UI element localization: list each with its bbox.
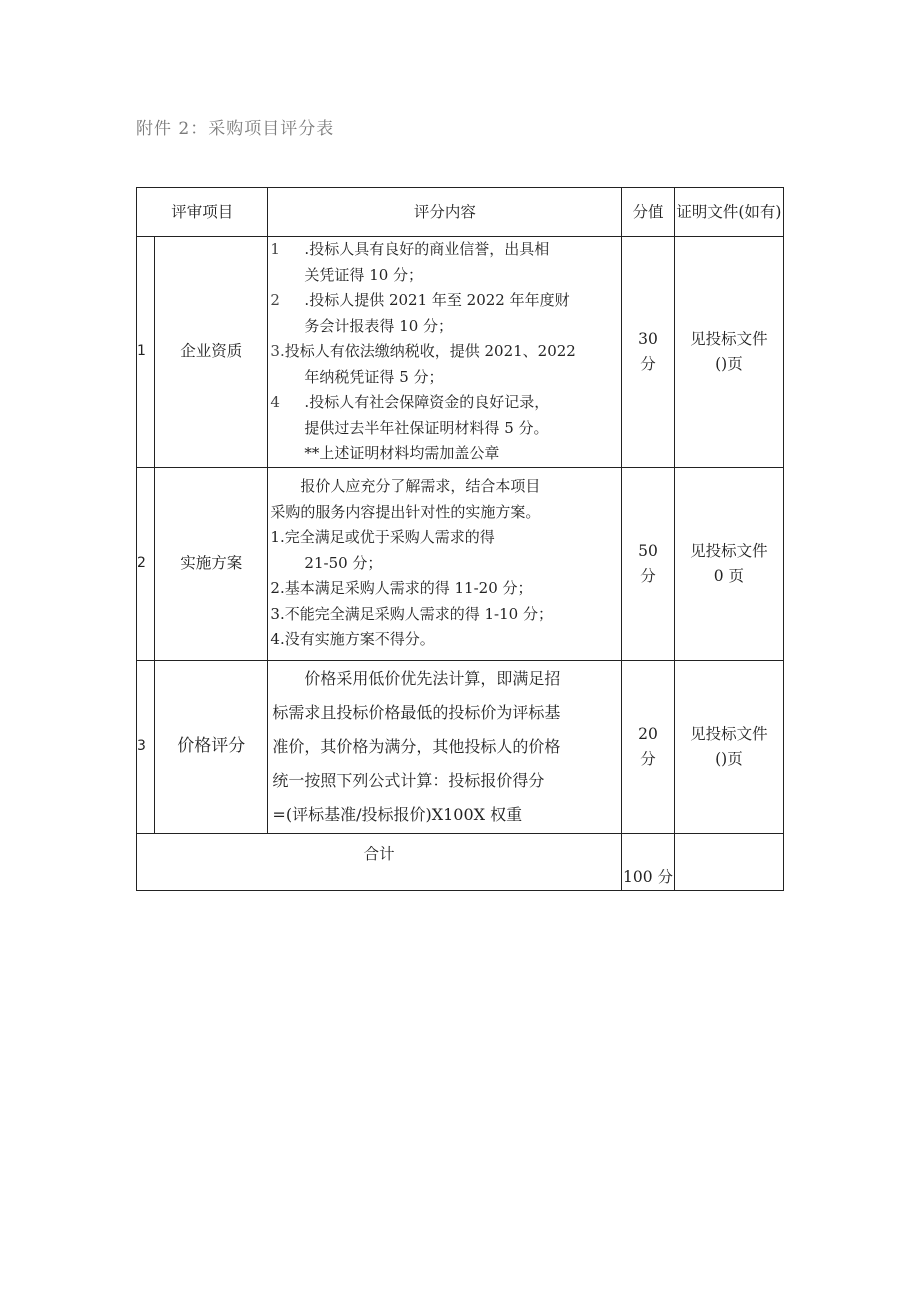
score-unit: 分 [640, 749, 656, 768]
intro-text: 报价人应充分了解需求，结合本项目 [300, 477, 541, 496]
row-content [268, 237, 622, 468]
item-text-cont: 21-50 分； [304, 553, 383, 572]
proof-text: 见投标文件 [690, 724, 768, 743]
row-content [268, 660, 622, 833]
row-number: 1 [137, 237, 155, 468]
list-item [270, 288, 619, 314]
document-title: 附件 2：采购项目评分表 [136, 119, 335, 139]
row-proof [674, 237, 783, 468]
item-text: .投标人具有良好的商业信誉，出具相 [304, 240, 550, 258]
content-line: 标需求且投标价格最低的投标价为评标基 [272, 702, 561, 722]
list-item: 3.不能完全满足采购人需求的得 1-10 分； [270, 604, 553, 623]
total-proof [674, 833, 783, 890]
header-score: 分值 [622, 188, 675, 237]
table-header-row [137, 188, 784, 237]
row-content [268, 467, 622, 660]
note-text: **上述证明材料均需加盖公章 [304, 444, 500, 462]
list-item: 2.基本满足采购人需求的得 11-20 分； [270, 579, 533, 598]
score-value: 50 [638, 541, 658, 560]
item-text: .投标人有社会保障资金的良好记录， [304, 393, 550, 411]
proof-text: 见投标文件 [690, 329, 768, 348]
list-item [270, 339, 619, 365]
item-text: 投标人有依法缴纳税收，提供 2021、2022 [284, 342, 576, 360]
row-number: 3 [137, 660, 155, 833]
item-text-cont: 提供过去半年社保证明材料得 5 分。 [304, 418, 549, 437]
item-number: 3. [270, 342, 285, 360]
item-number: 1 [270, 240, 280, 258]
row-item-name: 价格评分 [155, 660, 268, 833]
header-proof: 证明文件(如有) [674, 188, 783, 237]
header-item: 评审项目 [137, 188, 268, 237]
row-proof [674, 467, 783, 660]
row-item-name: 企业资质 [155, 237, 268, 468]
score-value: 20 [638, 724, 658, 743]
scoring-table [136, 187, 784, 891]
total-row [137, 833, 784, 890]
row-score [622, 237, 675, 468]
total-label: 合计 [137, 833, 622, 890]
proof-page: ()页 [715, 354, 743, 373]
list-item: 1.完全满足或优于采购人需求的得 [270, 528, 495, 547]
intro-text-cont: 采购的服务内容提出针对性的实施方案。 [270, 502, 541, 521]
content-line: 统一按照下列公式计算：投标报价得分 [272, 770, 545, 790]
proof-page: 0 页 [713, 566, 745, 585]
list-item [270, 390, 619, 416]
list-item [270, 237, 619, 263]
content-line: 准价，其价格为满分，其他投标人的价格 [272, 736, 561, 756]
item-number: 4 [270, 393, 280, 411]
content-line: =(评标基准/投标报价)X100X 权重 [272, 804, 523, 824]
item-text-cont: 年纳税凭证得 5 分； [304, 367, 444, 386]
header-content: 评分内容 [268, 188, 622, 237]
row-score [622, 467, 675, 660]
row-number: 2 [137, 467, 155, 660]
list-item: 4.没有实施方案不得分。 [270, 630, 435, 649]
row-proof [674, 660, 783, 833]
proof-text: 见投标文件 [690, 541, 768, 560]
item-text-cont: 关凭证得 10 分； [304, 265, 424, 284]
score-value: 30 [638, 329, 658, 348]
item-number: 2 [270, 291, 280, 309]
item-text-cont: 务会计报表得 10 分； [304, 316, 454, 335]
score-unit: 分 [640, 566, 656, 585]
proof-page: ()页 [715, 749, 743, 768]
table-row [137, 467, 784, 660]
table-row [137, 660, 784, 833]
table-row [137, 237, 784, 468]
item-text: .投标人提供 2021 年至 2022 年年度财 [304, 291, 570, 309]
row-item-name: 实施方案 [155, 467, 268, 660]
total-score: 100 分 [622, 833, 675, 890]
content-line: 价格采用低价优先法计算，即满足招 [304, 668, 561, 688]
row-score [622, 660, 675, 833]
score-unit: 分 [640, 354, 656, 373]
